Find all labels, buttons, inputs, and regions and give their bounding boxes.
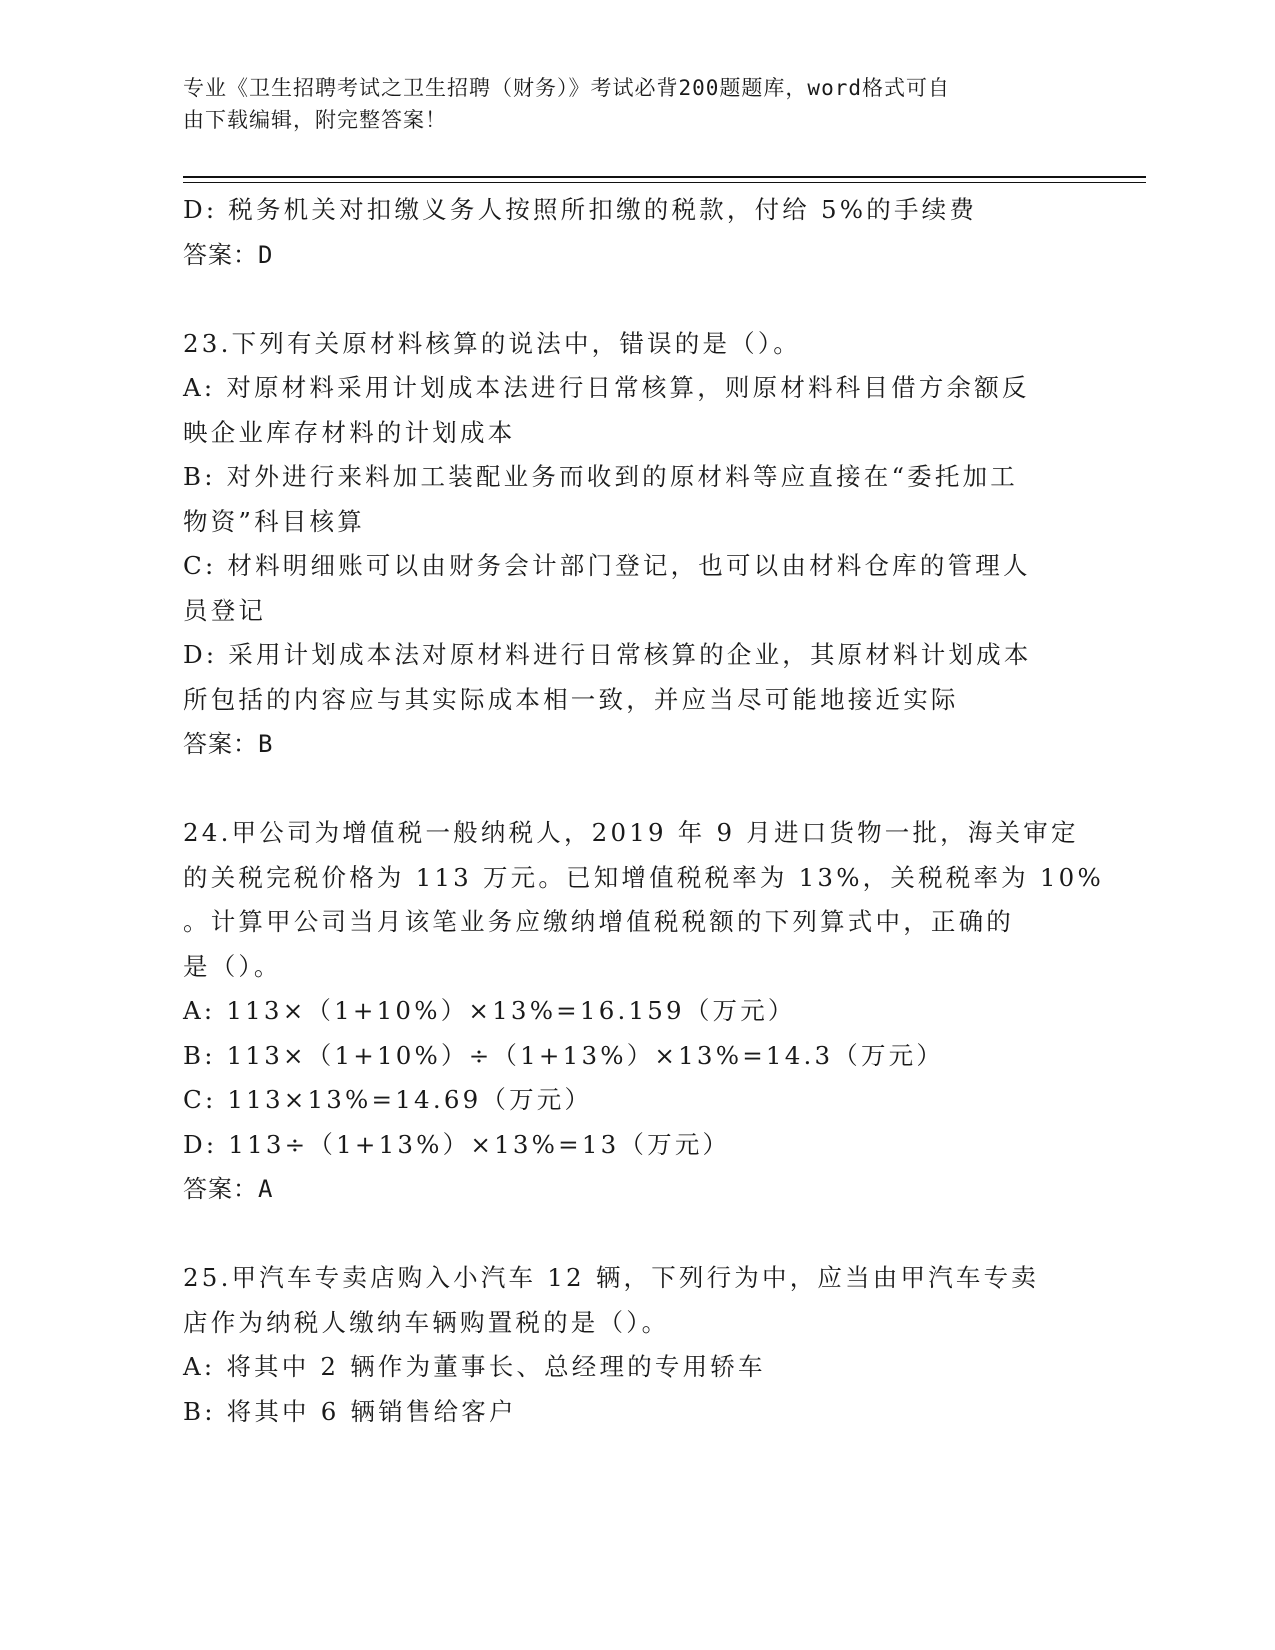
spacer bbox=[183, 1212, 1083, 1257]
spacer bbox=[183, 767, 1083, 812]
q23-option-a-line-2: 映企业库存材料的计划成本 bbox=[183, 417, 516, 447]
q24-option-d: D: 113÷（1+13%）×13%=13（万元） bbox=[183, 1129, 731, 1159]
q25-stem-line-2: 店作为纳税人缴纳车辆购置税的是（）。 bbox=[183, 1307, 670, 1337]
q24-answer: 答案：A bbox=[183, 1175, 274, 1203]
q24-stem-line-3: 。计算甲公司当月该笔业务应缴纳增值税税额的下列算式中，正确的 bbox=[183, 907, 1014, 936]
spacer bbox=[183, 277, 1083, 322]
q23-option-c-line-1: C: 材料明细账可以由财务会计部门登记，也可以由材料仓库的管理人 bbox=[183, 551, 1031, 580]
header-line-2: 由下载编辑，附完整答案！ bbox=[183, 108, 447, 132]
header-rule-thin bbox=[183, 182, 1146, 183]
q23-option-b-line-1: B: 对外进行来料加工装配业务而收到的原材料等应直接在“委托加工 bbox=[183, 462, 1018, 491]
header-line-1: 专业《卫生招聘考试之卫生招聘（财务）》考试必背200题题库，word格式可自 bbox=[183, 76, 950, 100]
q22-option-d: D: 税务机关对扣缴义务人按照所扣缴的税款，付给 5%的手续费 bbox=[183, 195, 978, 224]
q23-stem: 23.下列有关原材料核算的说法中，错误的是（）。 bbox=[183, 328, 802, 358]
q23-option-b-line-2: 物资”科目核算 bbox=[183, 506, 365, 536]
q23-option-d-line-1: D: 采用计划成本法对原材料进行日常核算的企业，其原材料计划成本 bbox=[183, 640, 1032, 669]
q25-option-a: A: 将其中 2 辆作为董事长、总经理的专用轿车 bbox=[183, 1352, 766, 1381]
q24-stem-line-4: 是（）。 bbox=[183, 951, 282, 981]
q24-option-b: B: 113×（1+10%）÷（1+13%）×13%=14.3（万元） bbox=[183, 1040, 945, 1070]
q24-option-c: C: 113×13%=14.69（万元） bbox=[183, 1085, 593, 1114]
q24-option-a: A: 113×（1+10%）×13%=16.159（万元） bbox=[183, 996, 796, 1025]
q23-option-c-line-2: 员登记 bbox=[183, 595, 267, 625]
q23-option-d-line-2: 所包括的内容应与其实际成本相一致，并应当尽可能地接近实际 bbox=[183, 684, 959, 714]
document-header bbox=[183, 72, 1063, 136]
q22-answer: 答案：D bbox=[183, 240, 274, 269]
q23-answer: 答案：B bbox=[183, 730, 274, 758]
q25-option-b: B: 将其中 6 辆销售给客户 bbox=[183, 1396, 517, 1426]
q24-stem-line-1: 24.甲公司为增值税一般纳税人，2019 年 9 月进口货物一批，海关审定 bbox=[183, 818, 1079, 847]
q23-option-a-line-1: A: 对原材料采用计划成本法进行日常核算，则原材料科目借方余额反 bbox=[183, 373, 1030, 402]
header-rule-thick bbox=[183, 176, 1146, 178]
q25-stem-line-1: 25.甲汽车专卖店购入小汽车 12 辆，下列行为中，应当由甲汽车专卖 bbox=[183, 1263, 1040, 1292]
document-body bbox=[183, 188, 1104, 1434]
q24-stem-line-2: 的关税完税价格为 113 万元。已知增值税税率为 13%，关税税率为 10% bbox=[183, 862, 1104, 892]
